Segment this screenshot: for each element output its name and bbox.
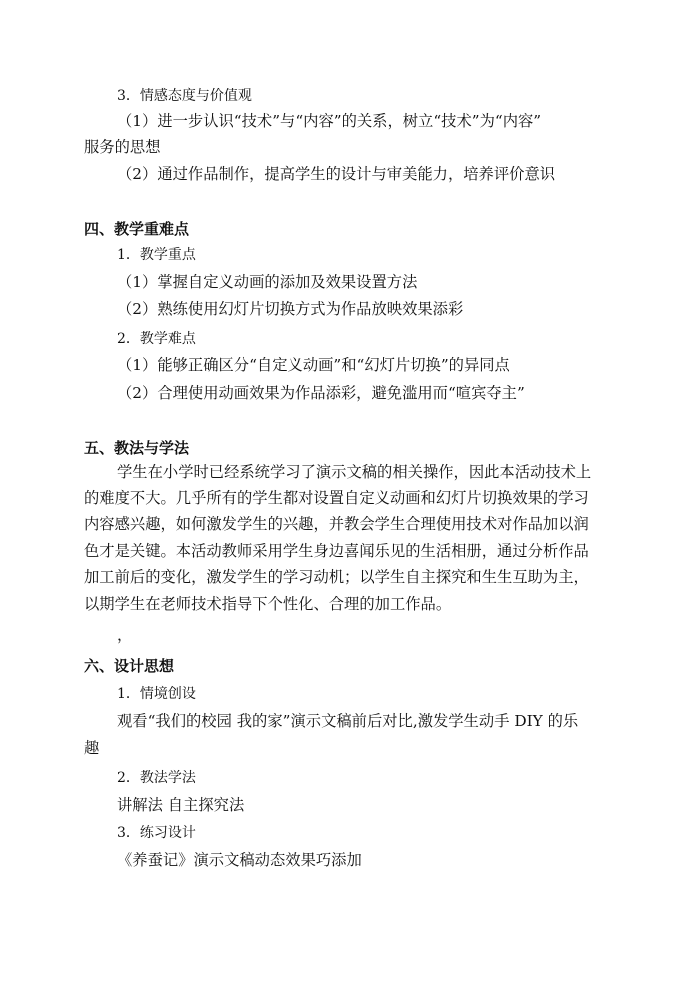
section-heading-key-difficult-points: 四、教学重难点 [84,220,190,238]
section-heading-design-ideas: 六、设计思想 [84,657,175,675]
attitude-item-1-line-1: （1）进一步认识“技术”与“内容”的关系，树立“技术”为“内容” [117,112,542,130]
subsection-title-methods: 2．教法学法 [117,770,196,786]
methods-paragraph-line-2: 的难度不大。几乎所有的学生都对设置自定义动画和幻灯片切换效果的学习 [84,489,589,507]
key-point-item-1: （1）掌握自定义动画的添加及效果设置方法 [117,273,418,291]
section-heading-teaching-methods: 五、教法与学法 [84,439,190,457]
methods-paragraph-line-6: 以期学生在老师技术指导下个性化、合理的加工作品。 [84,595,452,613]
methods-paragraph-line-3: 内容感兴趣，如何激发学生的兴趣，并教会学生合理使用技术对作品加以润 [84,515,589,533]
methods-text: 讲解法 自主探究法 [117,796,245,814]
difficult-point-item-2: （2）合理使用动画效果为作品添彩，避免滥用而“喧宾夺主” [117,384,525,402]
subsection-title-exercise: 3．练习设计 [117,825,196,841]
subsection-title-scenario: 1．情境创设 [117,686,196,702]
difficult-point-item-1: （1）能够正确区分“自定义动画”和“幻灯片切换”的异同点 [117,356,510,374]
methods-paragraph-line-5: 加工前后的变化，激发学生的学习动机；以学生自主探究和生生互助为主， [84,568,589,586]
exercise-text: 《养蚕记》演示文稿动态效果巧添加 [117,851,362,869]
stray-comma-mark: ， [117,626,133,644]
attitude-item-1-line-2: 服务的思想 [84,138,161,156]
attitude-item-2: （2）通过作品制作，提高学生的设计与审美能力，培养评价意识 [117,165,556,183]
methods-paragraph-line-1: 学生在小学时已经系统学习了演示文稿的相关操作，因此本活动技术上 [117,463,592,481]
subsection-title-key-points: 1．教学重点 [117,247,196,263]
methods-paragraph-line-4: 色才是关键。本活动教师采用学生身边喜闻乐见的生活相册，通过分析作品 [84,542,589,560]
key-point-item-2: （2）熟练使用幻灯片切换方式为作品放映效果添彩 [117,300,464,318]
subsection-title-attitude: 3．情感态度与价值观 [117,88,252,104]
scenario-text-line-2: 趣 [84,739,100,757]
subsection-title-difficult-points: 2．教学难点 [117,331,196,347]
scenario-text-line-1: 观看“我们的校园 我的家”演示文稿前后对比,激发学生动手 DIY 的乐 [117,712,579,730]
